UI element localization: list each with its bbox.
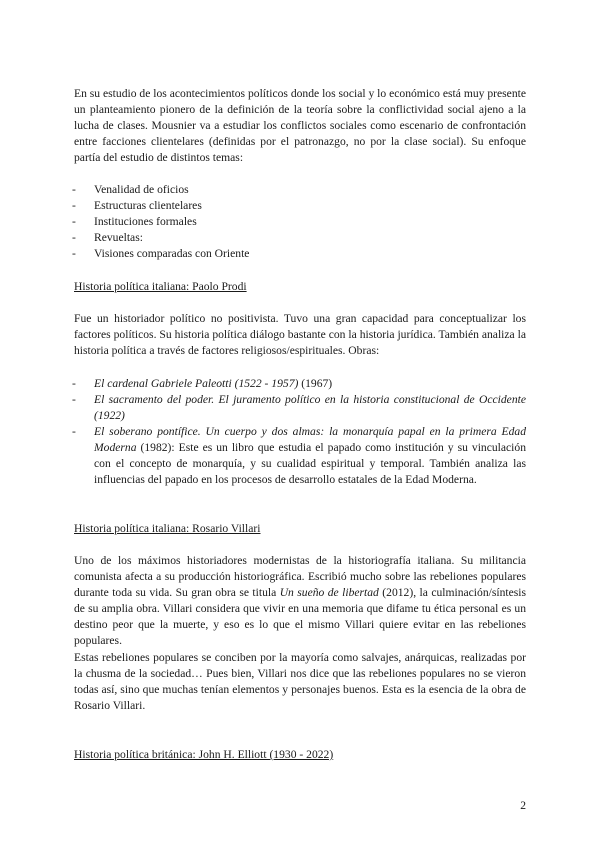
villari-heading-wrap bbox=[74, 521, 526, 537]
prodi-heading: Historia política italiana: Paolo Prodi bbox=[74, 280, 247, 293]
intro-section bbox=[74, 86, 526, 166]
topics-list-wrap bbox=[74, 182, 526, 262]
work-title: El sacramento del poder. El juramento político en la historia constitucional de Occidente (1922) bbox=[94, 393, 526, 422]
villari-p1-text-a: Uno de los máximos historiadores modernistas de la historiografía italiana. Su militancia comunista afecta a su producción historiográfica. Escribió mucho sobre las rebeliones populares durante toda su vida. Su gran obra se titula bbox=[74, 554, 526, 599]
topic-item: - Estructuras clientelares bbox=[74, 198, 526, 214]
villari-p1-book-title: Un sueño de libertad bbox=[279, 586, 379, 599]
work-title: El soberano pontífice. Un cuerpo y dos almas: la monarquía papal en la primera Edad Moderna bbox=[94, 425, 526, 454]
villari-p1-wrap bbox=[74, 553, 526, 649]
topic-item: - Revueltas: bbox=[74, 230, 526, 246]
prodi-heading-wrap bbox=[74, 279, 526, 295]
prodi-paragraph: Fue un historiador político no positivista. Tuvo una gran capacidad para conceptualizar los factores políticos. Su historia política diálogo bastante con la historia jurídica. También analiza la historia política a través de factores religiosos/espirituales. Obras: bbox=[74, 312, 526, 357]
elliott-heading: Historia política británica: John H. Elliott (1930 - 2022) bbox=[74, 748, 334, 761]
work-title: El cardenal Gabriele Paleotti (1522 - 1957) bbox=[94, 377, 299, 390]
topics-list bbox=[74, 182, 526, 262]
villari-p2-wrap bbox=[74, 650, 526, 714]
topic-item: - Instituciones formales bbox=[74, 214, 526, 230]
villari-heading: Historia política italiana: Rosario Villari bbox=[74, 522, 261, 535]
villari-paragraph-2: Estas rebeliones populares se conciben por la mayoría como salvajes, anárquicas, realizadas por la chusma de la sociedad… Pues bien, Villari nos dice que las rebeliones populares no se vieron todas así, sino que muchas tenían elementos y personajes buenos. Esta es la esencia de la obra de Rosario Villari. bbox=[74, 651, 526, 712]
work-detail: (1982): Este es un libro que estudia el papado como institución y su vinculación con el concepto de monarquía, y su cualidad espiritual y temporal. También analiza las influencias del papado en los procesos de desarrollo estatales de la Edad Moderna. bbox=[94, 441, 526, 486]
prodi-works-wrap bbox=[74, 376, 526, 488]
intro-paragraph: En su estudio de los acontecimientos políticos donde los social y lo económico está muy presente un planteamiento pionero de la definición de la teoría sobre la conflictividad social ajeno a la lucha de clases. Mousnier va a estudiar los conflictos sociales como escenario de confrontación entre facciones clientelares (definidas por el patronazgo, no por la clase social). Su enfoque partía del estudio de distintos temas: bbox=[74, 87, 526, 164]
topic-item: - Venalidad de oficios bbox=[74, 182, 526, 198]
prodi-intro-wrap bbox=[74, 311, 526, 359]
work-item bbox=[74, 392, 526, 424]
elliott-heading-wrap bbox=[74, 747, 526, 763]
prodi-works-list bbox=[74, 376, 526, 488]
villari-p1-text-b: (2012), la culminación/síntesis de su amplia obra. Villari considera que vivir en una memoria que difame tu ética personal es un destino peor que la muerte, y eso es lo que el mismo Villari quiere evitar en las rebeliones populares. bbox=[74, 586, 526, 647]
topic-item: - Visiones comparadas con Oriente bbox=[74, 246, 526, 262]
page-number: 2 bbox=[520, 799, 526, 812]
work-item bbox=[74, 376, 526, 392]
work-item bbox=[74, 424, 526, 488]
villari-paragraph-1 bbox=[74, 553, 526, 649]
work-detail: (1967) bbox=[298, 377, 333, 390]
